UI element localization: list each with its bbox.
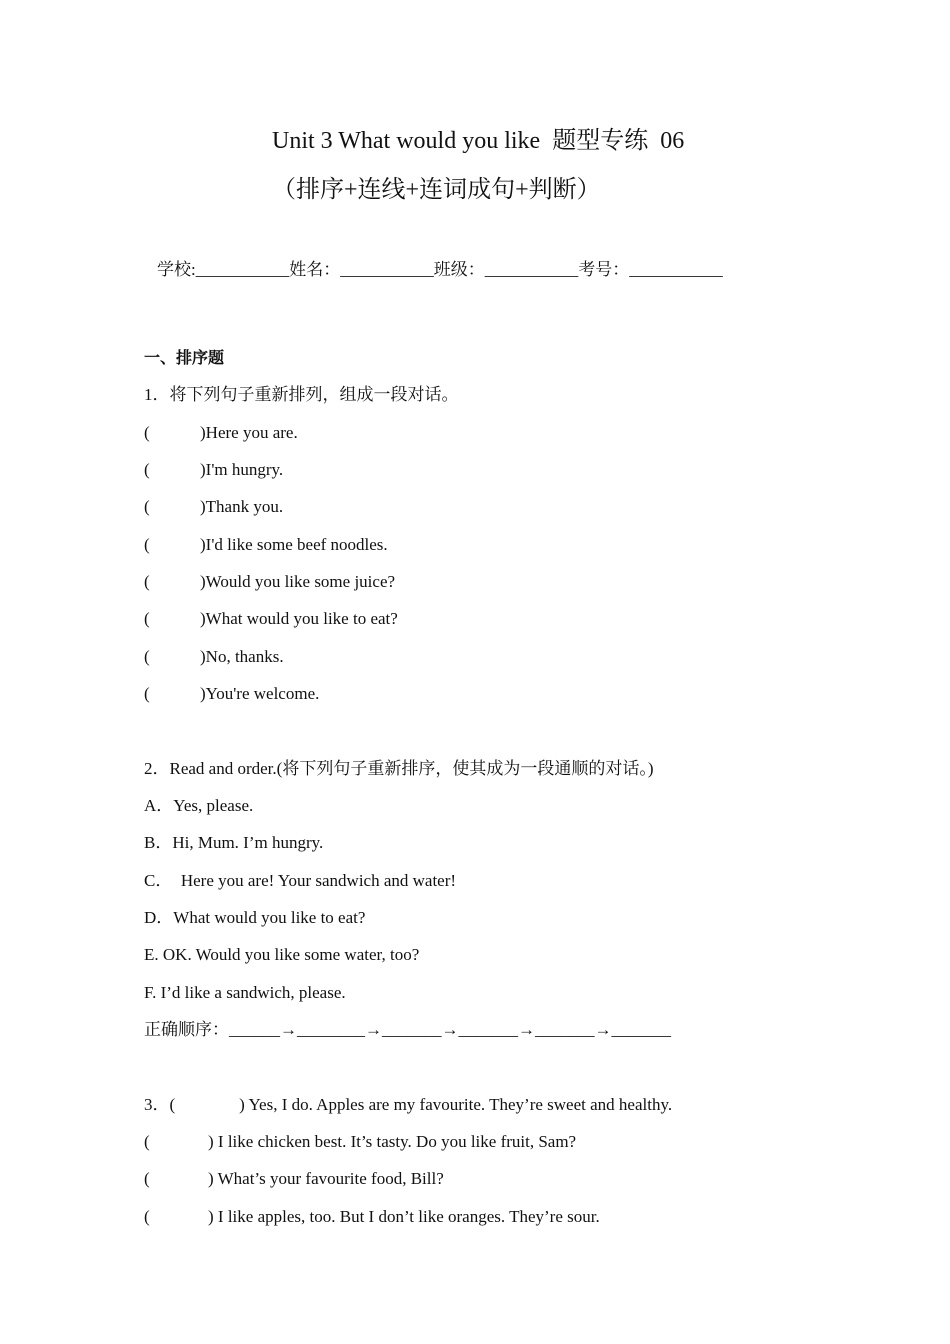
q3-item: ( ) I like chicken best. It’s tasty. Do you like fruit, Sam? <box>144 1132 577 1151</box>
q1-item: ( )I'd like some beef noodles. <box>144 535 388 554</box>
q2-option: F. I’d like a sandwich, please. <box>144 983 346 1002</box>
q2-option: C． Here you are! Your sandwich and water! <box>144 871 457 890</box>
worksheet-title: Unit 3 What would you like 题型专练 06 <box>272 128 685 154</box>
q3-item: ( ) What’s your favourite food, Bill? <box>144 1169 444 1188</box>
q1-item: ( )Here you are. <box>144 423 298 442</box>
q2-prompt: 2．Read and order.(将下列句子重新排序，使其成为一段通顺的对话。) <box>144 759 654 778</box>
q3-item: 3．( ) Yes, I do. Apples are my favourite. They’re sweet and healthy. <box>144 1095 673 1114</box>
q1-item: ( )Would you like some juice? <box>144 572 396 591</box>
q2-option: D．What would you like to eat? <box>144 908 366 927</box>
q2-option: A．Yes, please. <box>144 796 254 815</box>
q1-prompt: 1．将下列句子重新排列，组成一段对话。 <box>144 385 459 404</box>
q1-item: ( )No, thanks. <box>144 647 284 666</box>
q1-item: ( )I'm hungry. <box>144 460 284 479</box>
q2-answer-line: 正确顺序：______→________→_______→_______→_______→_______ <box>144 1020 671 1039</box>
q2-option: E. OK. Would you like some water, too? <box>144 945 420 964</box>
q1-item: ( )What would you like to eat? <box>144 609 398 628</box>
worksheet-subtitle: （排序+连线+连词成句+判断） <box>272 177 601 203</box>
q1-item: ( )You're welcome. <box>144 684 320 703</box>
q2-option: B．Hi, Mum. I’m hungry. <box>144 833 324 852</box>
section-heading: 一、排序题 <box>144 348 225 367</box>
q1-item: ( )Thank you. <box>144 497 284 516</box>
student-info-line: 学校:___________姓名：___________班级：___________考号：___________ <box>157 260 723 279</box>
q3-item: ( ) I like apples, too. But I don’t like oranges. They’re sour. <box>144 1207 600 1226</box>
